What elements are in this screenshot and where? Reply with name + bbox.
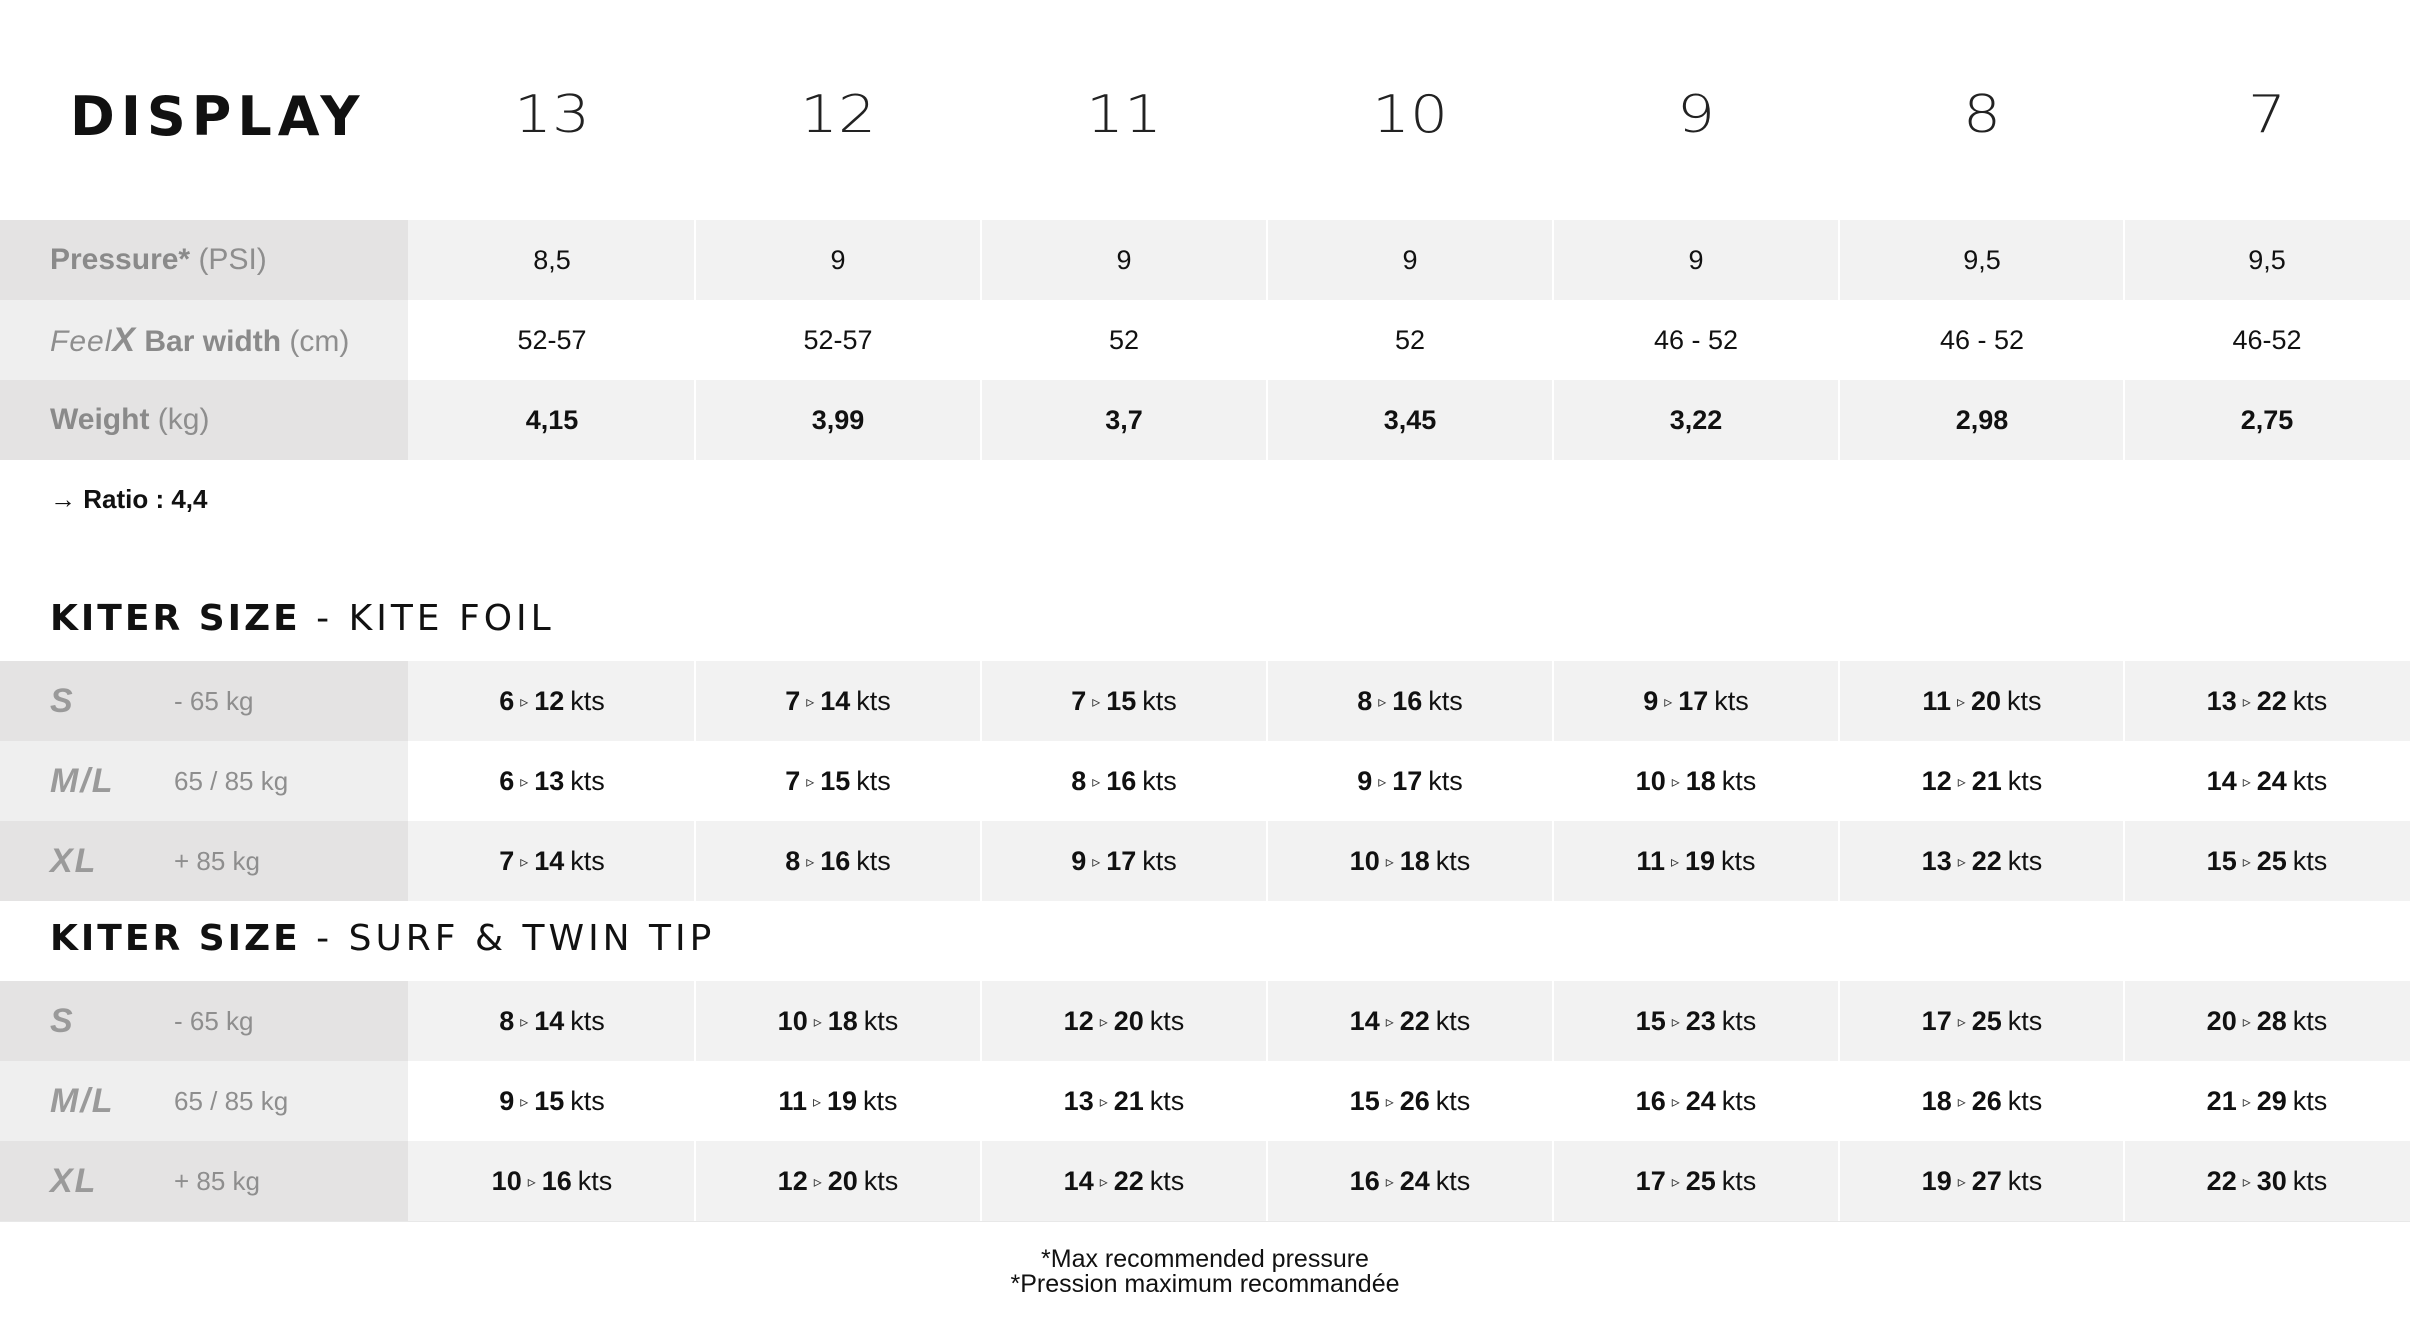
- wind-range-cell: [409, 1061, 695, 1141]
- wind-unit: kts: [2292, 1006, 2328, 1036]
- bar-width-value: 52-57: [517, 325, 587, 355]
- wind-unit: kts: [577, 1166, 613, 1196]
- wind-max: 22: [1971, 846, 2002, 876]
- arrow-right-icon: ▹: [1099, 1173, 1108, 1191]
- wind-max: 19: [1685, 846, 1716, 876]
- size-header-7: 7: [2247, 85, 2287, 145]
- wind-min: 10: [1349, 846, 1380, 876]
- wind-max: 16: [1106, 766, 1137, 796]
- wind-max: 15: [1106, 686, 1137, 716]
- arrow-right-icon: ▹: [1957, 853, 1966, 871]
- wind-unit: kts: [1721, 1166, 1757, 1196]
- arrow-right-icon: ▹: [1670, 853, 1679, 871]
- arrow-right-icon: ▹: [1664, 693, 1673, 711]
- wind-range-cell: [2124, 1141, 2410, 1221]
- wind-range-cell: [2124, 741, 2410, 821]
- arrow-right-icon: ▹: [2242, 1093, 2251, 1111]
- wind-unit: kts: [1149, 1006, 1185, 1036]
- arrow-right-icon: ▹: [1378, 773, 1387, 791]
- wind-unit: kts: [570, 846, 605, 876]
- arrow-right-icon: ▹: [813, 1173, 822, 1191]
- pressure-value: 9: [1402, 245, 1418, 275]
- wind-unit: kts: [2007, 1006, 2043, 1036]
- wind-min: 12: [1921, 766, 1952, 796]
- wind-range-cell: [1839, 981, 2125, 1061]
- wind-min: 15: [2206, 846, 2237, 876]
- wind-range-cell: [409, 661, 695, 741]
- arrow-right-icon: ▹: [1957, 1013, 1966, 1031]
- wind-unit: kts: [2007, 1086, 2043, 1116]
- wind-max: 16: [1392, 686, 1423, 716]
- arrow-right-icon: ▹: [806, 853, 815, 871]
- wind-max: 13: [534, 766, 565, 796]
- wind-min: 19: [1921, 1166, 1952, 1196]
- wind-min: 18: [1921, 1086, 1952, 1116]
- wind-min: 14: [1063, 1166, 1094, 1196]
- wind-range-cell: [1267, 821, 1553, 901]
- product-title: DISPLAY: [70, 85, 366, 148]
- wind-max: 22: [1113, 1166, 1144, 1196]
- wind-unit: kts: [1428, 766, 1463, 796]
- pressure-value: 9: [830, 245, 846, 275]
- kiter-weight-range: + 85 kg: [174, 846, 261, 876]
- wind-min: 10: [1635, 766, 1666, 796]
- wind-max: 17: [1392, 766, 1423, 796]
- arrow-right-icon: ▹: [1957, 773, 1966, 791]
- arrow-right-icon: ▹: [1957, 1173, 1966, 1191]
- kite-foil-section-title: KITER SIZE - KITE FOIL: [50, 598, 555, 639]
- wind-range-cell: [1839, 1141, 2125, 1221]
- wind-unit: kts: [2292, 686, 2328, 716]
- bar-width-value: 46 - 52: [1939, 325, 2025, 355]
- wind-min: 22: [2206, 1166, 2237, 1196]
- wind-max: 23: [1685, 1006, 1716, 1036]
- size-header-10: 10: [1371, 85, 1449, 145]
- wind-max: 27: [1971, 1166, 2002, 1196]
- arrow-right-icon: ▹: [1092, 693, 1101, 711]
- arrow-right-icon: ▹: [2242, 693, 2251, 711]
- footnote-fr: *Pression maximum recommandée: [1010, 1270, 1400, 1298]
- wind-min: 9: [1643, 686, 1659, 716]
- wind-min: 11: [1922, 686, 1951, 716]
- wind-unit: kts: [2292, 1086, 2328, 1116]
- wind-unit: kts: [1435, 846, 1471, 876]
- size-header-11: 11: [1085, 85, 1163, 145]
- wind-max: 12: [534, 686, 565, 716]
- arrow-right-icon: ▹: [520, 693, 529, 711]
- kiter-size-code: M/L: [50, 1082, 115, 1120]
- wind-max: 22: [1399, 1006, 1430, 1036]
- bar-width-value: 52: [1108, 325, 1140, 355]
- size-header-9: 9: [1676, 85, 1716, 145]
- arrow-right-icon: ▹: [813, 1013, 822, 1031]
- wind-min: 15: [1349, 1086, 1380, 1116]
- wind-range-cell: [695, 741, 981, 821]
- wind-max: 20: [1113, 1006, 1144, 1036]
- arrow-right-icon: ▹: [1671, 1013, 1680, 1031]
- footnote-en: *Max recommended pressure: [1041, 1245, 1369, 1273]
- wind-min: 17: [1635, 1166, 1666, 1196]
- wind-range-cell: [981, 1061, 1267, 1141]
- weight-value: 2,75: [2240, 405, 2294, 435]
- wind-max: 20: [827, 1166, 858, 1196]
- wind-range-cell: [981, 821, 1267, 901]
- wind-max: 18: [1399, 846, 1430, 876]
- wind-unit: kts: [570, 686, 605, 716]
- wind-unit: kts: [1142, 846, 1177, 876]
- wind-max: 15: [820, 766, 851, 796]
- kite-foil-row-xl: [0, 821, 2410, 901]
- wind-range-cell: [1839, 661, 2125, 741]
- arrow-right-icon: ▹: [1671, 1093, 1680, 1111]
- pressure-value: 9: [1116, 245, 1132, 275]
- wind-min: 16: [1349, 1166, 1380, 1196]
- wind-unit: kts: [1721, 1086, 1757, 1116]
- wind-range-cell: [1267, 1141, 1553, 1221]
- kiter-size-code: S: [50, 1002, 75, 1040]
- wind-range-cell: [1267, 741, 1553, 821]
- wind-max: 24: [2256, 766, 2287, 796]
- wind-unit: kts: [1721, 766, 1757, 796]
- wind-unit: kts: [2292, 846, 2328, 876]
- kiter-weight-range: 65 / 85 kg: [174, 766, 289, 796]
- wind-unit: kts: [863, 1006, 899, 1036]
- surf-twin-row-s: [0, 981, 2410, 1061]
- wind-range-cell: [1553, 981, 1839, 1061]
- wind-min: 14: [2206, 766, 2237, 796]
- wind-unit: kts: [570, 1086, 605, 1116]
- wind-max: 21: [1113, 1086, 1144, 1116]
- surf-twin-section-title: KITER SIZE - SURF & TWIN TIP: [50, 918, 716, 959]
- wind-range-cell: [1553, 1141, 1839, 1221]
- wind-min: 17: [1921, 1006, 1952, 1036]
- wind-unit: kts: [2292, 766, 2328, 796]
- pressure-row: [0, 220, 2410, 300]
- wind-max: 16: [541, 1166, 572, 1196]
- bar-width-value: 52: [1394, 325, 1426, 355]
- wind-max: 18: [827, 1006, 858, 1036]
- wind-unit: kts: [863, 1166, 899, 1196]
- wind-min: 20: [2206, 1006, 2237, 1036]
- arrow-right-icon: ▹: [2242, 1173, 2251, 1191]
- wind-range-cell: [1267, 981, 1553, 1061]
- wind-max: 25: [1971, 1006, 2002, 1036]
- wind-min: 10: [777, 1006, 808, 1036]
- kiter-size-code: S: [50, 682, 75, 720]
- wind-min: 13: [1063, 1086, 1094, 1116]
- arrow-right-icon: ▹: [1099, 1093, 1108, 1111]
- size-header-12: 12: [799, 85, 877, 145]
- wind-unit: kts: [2007, 686, 2042, 716]
- wind-min: 9: [1357, 766, 1373, 796]
- wind-max: 26: [1399, 1086, 1430, 1116]
- wind-range-cell: [409, 1141, 695, 1221]
- arrow-right-icon: ▹: [520, 1013, 529, 1031]
- bar-width-label: FeelX Bar width (cm): [50, 321, 350, 359]
- wind-min: 9: [1071, 846, 1087, 876]
- wind-unit: kts: [856, 846, 891, 876]
- wind-range-cell: [981, 741, 1267, 821]
- kite-foil-row-ml: [0, 741, 2410, 821]
- wind-min: 8: [499, 1006, 515, 1036]
- weight-label: Weight (kg): [50, 403, 210, 436]
- wind-min: 13: [2206, 686, 2237, 716]
- wind-max: 30: [2256, 1166, 2287, 1196]
- kiter-weight-range: - 65 kg: [174, 1006, 254, 1036]
- weight-value: 3,45: [1383, 405, 1437, 435]
- wind-range-cell: [1839, 1061, 2125, 1141]
- feelx-logo: FeelX: [50, 321, 137, 359]
- weight-value: 2,98: [1955, 405, 2009, 435]
- arrow-right-icon: ▹: [812, 1093, 821, 1111]
- pressure-value: 9: [1688, 245, 1704, 275]
- wind-range-cell: [981, 981, 1267, 1061]
- kite-foil-row-s: [0, 661, 2410, 741]
- wind-max: 20: [1971, 686, 2002, 716]
- wind-range-cell: [2124, 981, 2410, 1061]
- arrow-right-icon: ▹: [1092, 853, 1101, 871]
- wind-min: 15: [1635, 1006, 1666, 1036]
- kiter-size-code: XL: [50, 1162, 98, 1200]
- wind-min: 12: [1063, 1006, 1094, 1036]
- wind-unit: kts: [2007, 766, 2043, 796]
- wind-max: 15: [534, 1086, 565, 1116]
- bar-width-value: 46-52: [2232, 325, 2302, 355]
- wind-range-cell: [409, 981, 695, 1061]
- wind-unit: kts: [1428, 686, 1463, 716]
- table-header: [0, 55, 2410, 175]
- wind-max: 16: [820, 846, 851, 876]
- arrow-right-icon: ▹: [1956, 693, 1965, 711]
- pressure-value: 8,5: [533, 245, 571, 275]
- wind-max: 25: [2256, 846, 2287, 876]
- bar-width-row: [0, 300, 2410, 380]
- wind-min: 7: [785, 766, 801, 796]
- wind-unit: kts: [2007, 846, 2043, 876]
- wind-max: 22: [2256, 686, 2287, 716]
- wind-max: 24: [1399, 1166, 1430, 1196]
- wind-max: 29: [2256, 1086, 2287, 1116]
- wind-min: 11: [778, 1086, 807, 1116]
- wind-unit: kts: [856, 686, 891, 716]
- kiter-weight-range: - 65 kg: [174, 686, 254, 716]
- wind-max: 24: [1685, 1086, 1716, 1116]
- bar-width-value: 52-57: [803, 325, 873, 355]
- wind-range-cell: [1553, 1061, 1839, 1141]
- wind-max: 25: [1685, 1166, 1716, 1196]
- kiter-size-code: M/L: [50, 762, 115, 800]
- weight-value: 3,22: [1669, 405, 1723, 435]
- arrow-right-icon: ▹: [1099, 1013, 1108, 1031]
- wind-range-cell: [695, 981, 981, 1061]
- wind-max: 14: [820, 686, 851, 716]
- wind-min: 6: [499, 686, 515, 716]
- arrow-right-icon: ▹: [806, 773, 815, 791]
- wind-min: 16: [1635, 1086, 1666, 1116]
- wind-min: 21: [2206, 1086, 2237, 1116]
- arrow-right-icon: ▹: [1092, 773, 1101, 791]
- wind-range-cell: [2124, 661, 2410, 741]
- surf-twin-row-ml: [0, 1061, 2410, 1141]
- wind-max: 19: [827, 1086, 858, 1116]
- wind-max: 26: [1971, 1086, 2002, 1116]
- wind-min: 7: [1071, 686, 1087, 716]
- weight-value: 3,99: [811, 405, 865, 435]
- wind-unit: kts: [1721, 1006, 1757, 1036]
- wind-unit: kts: [1149, 1166, 1185, 1196]
- wind-unit: kts: [2292, 1166, 2328, 1196]
- wind-max: 14: [534, 846, 565, 876]
- wind-min: 12: [777, 1166, 808, 1196]
- wind-range-cell: [409, 821, 695, 901]
- surf-twin-row-xl: [0, 1141, 2410, 1221]
- wind-range-cell: [695, 661, 981, 741]
- wind-range-cell: [1553, 661, 1839, 741]
- arrow-right-icon: ▹: [1671, 1173, 1680, 1191]
- arrow-right-icon: ▹: [2242, 1013, 2251, 1031]
- wind-max: 14: [534, 1006, 565, 1036]
- wind-max: 17: [1678, 686, 1709, 716]
- wind-unit: kts: [1142, 686, 1177, 716]
- wind-range-cell: [1553, 821, 1839, 901]
- wind-min: 6: [499, 766, 515, 796]
- kiter-size-code: XL: [50, 842, 98, 880]
- wind-unit: kts: [1435, 1086, 1471, 1116]
- wind-min: 7: [499, 846, 515, 876]
- wind-range-cell: [1267, 1061, 1553, 1141]
- pressure-label: Pressure* (PSI): [50, 243, 267, 276]
- ratio-note: → Ratio : 4,4: [50, 484, 208, 514]
- kiter-weight-range: + 85 kg: [174, 1166, 261, 1196]
- arrow-right-icon: ▹: [1385, 1093, 1394, 1111]
- wind-min: 10: [491, 1166, 522, 1196]
- weight-value: 4,15: [525, 405, 579, 435]
- wind-range-cell: [1267, 661, 1553, 741]
- wind-max: 17: [1106, 846, 1137, 876]
- wind-max: 21: [1971, 766, 2002, 796]
- wind-range-cell: [1553, 741, 1839, 821]
- arrow-right-icon: ▹: [806, 693, 815, 711]
- wind-range-cell: [981, 661, 1267, 741]
- weight-row: [0, 380, 2410, 460]
- wind-unit: kts: [1435, 1166, 1471, 1196]
- wind-unit: kts: [570, 766, 605, 796]
- wind-min: 11: [1636, 846, 1665, 876]
- wind-range-cell: [695, 1141, 981, 1221]
- wind-min: 7: [785, 686, 801, 716]
- wind-unit: kts: [570, 1006, 605, 1036]
- arrow-right-icon: ▹: [520, 1093, 529, 1111]
- wind-range-cell: [695, 1061, 981, 1141]
- arrow-right-icon: ▹: [1378, 693, 1387, 711]
- arrow-right-icon: ▹: [1385, 1013, 1394, 1031]
- arrow-right-icon: ▹: [1385, 1173, 1394, 1191]
- wind-min: 8: [785, 846, 801, 876]
- arrow-right-icon: ▹: [520, 773, 529, 791]
- kiter-weight-range: 65 / 85 kg: [174, 1086, 289, 1116]
- wind-unit: kts: [1142, 766, 1177, 796]
- arrow-right-icon: ▹: [2242, 853, 2251, 871]
- wind-range-cell: [2124, 821, 2410, 901]
- wind-min: 8: [1071, 766, 1087, 796]
- wind-unit: kts: [856, 766, 891, 796]
- wind-range-cell: [2124, 1061, 2410, 1141]
- table-bottom-divider: [0, 1221, 2410, 1222]
- wind-unit: kts: [863, 1086, 898, 1116]
- wind-min: 13: [1921, 846, 1952, 876]
- weight-value: 3,7: [1105, 405, 1143, 435]
- wind-unit: kts: [1721, 846, 1756, 876]
- wind-max: 18: [1685, 766, 1716, 796]
- wind-min: 9: [499, 1086, 515, 1116]
- wind-range-cell: [409, 741, 695, 821]
- wind-range-cell: [695, 821, 981, 901]
- wind-max: 28: [2256, 1006, 2287, 1036]
- bar-width-value: 46 - 52: [1653, 325, 1739, 355]
- wind-unit: kts: [2007, 1166, 2043, 1196]
- pressure-value: 9,5: [2248, 245, 2286, 275]
- wind-unit: kts: [1435, 1006, 1471, 1036]
- arrow-right-icon: ▹: [527, 1173, 536, 1191]
- arrow-right-icon: ▹: [1671, 773, 1680, 791]
- arrow-right-icon: ▹: [2242, 773, 2251, 791]
- arrow-right-icon: ▹: [1957, 1093, 1966, 1111]
- wind-range-cell: [1839, 821, 2125, 901]
- wind-range-cell: [1839, 741, 2125, 821]
- arrow-right-icon: ▹: [1385, 853, 1394, 871]
- size-header-8: 8: [1962, 85, 2002, 145]
- wind-min: 14: [1349, 1006, 1380, 1036]
- wind-range-cell: [981, 1141, 1267, 1221]
- wind-min: 8: [1357, 686, 1373, 716]
- wind-unit: kts: [1149, 1086, 1185, 1116]
- arrow-right-icon: ▹: [520, 853, 529, 871]
- wind-unit: kts: [1714, 686, 1749, 716]
- pressure-value: 9,5: [1963, 245, 2001, 275]
- size-header-13: 13: [513, 85, 591, 145]
